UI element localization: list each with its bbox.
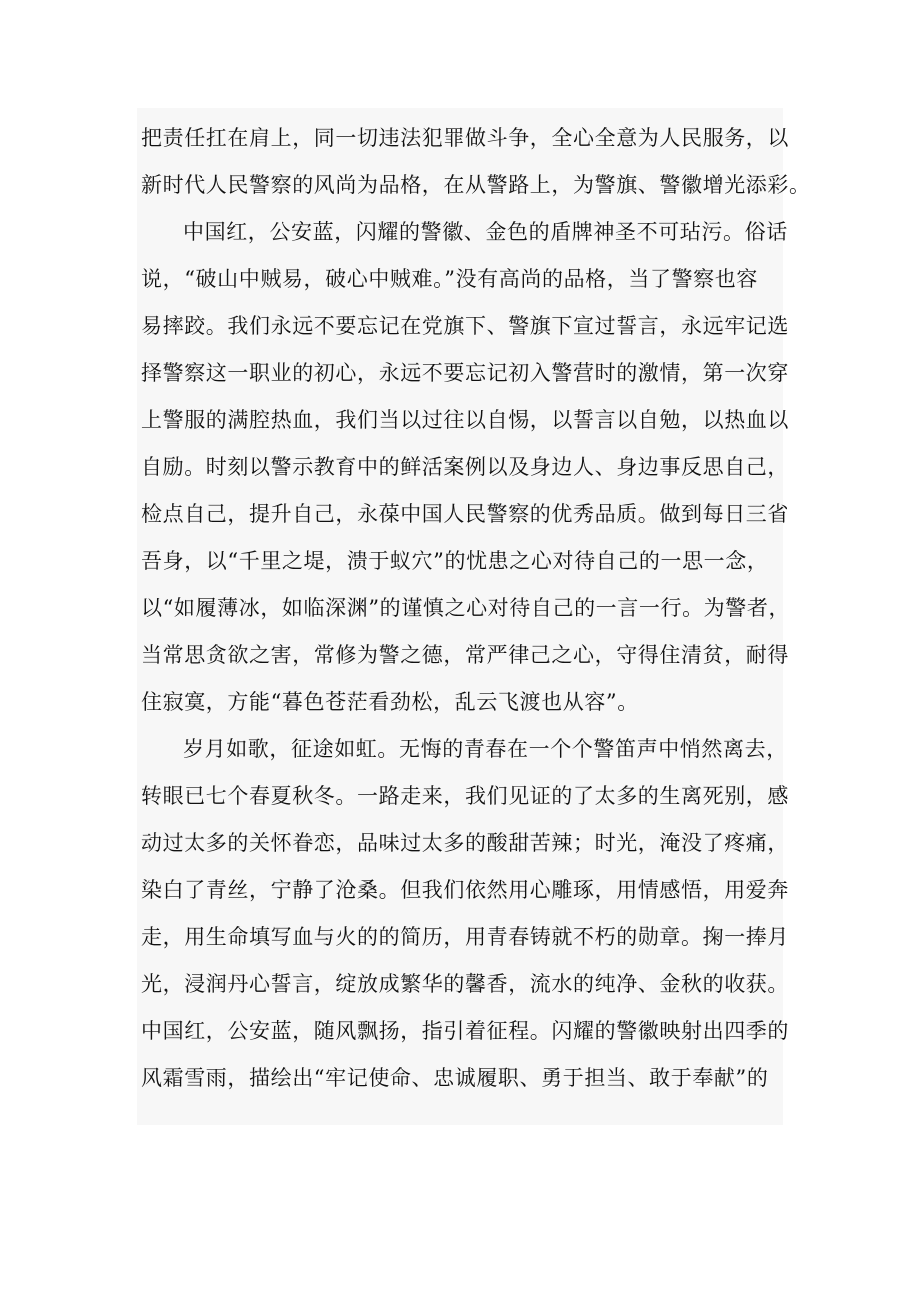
text-line: 上警服的满腔热血，我们当以过往以自惕，以誓言以自勉，以热血以 <box>141 408 789 432</box>
text-line: 中国红，公安蓝，随风飘扬，指引着征程。闪耀的警徽映射出四季的 <box>141 1019 789 1043</box>
paragraph-start-line: 岁月如歌，征途如虹。无悔的青春在一个个警笛声中悄然离去， <box>183 737 788 761</box>
text-line: 以“如履薄冰，如临深渊”的谨慎之心对待自己的一言一行。为警者， <box>141 596 791 620</box>
text-line: 检点自己，提升自己，永葆中国人民警察的优秀品质。做到每日三省 <box>141 502 789 526</box>
body-text <box>137 108 811 1125</box>
text-line: 把责任扛在肩上，同一切违法犯罪做斗争，全心全意为人民服务，以 <box>141 126 789 150</box>
text-line: 说，“破山中贼易，破心中贼难。”没有高尚的品格，当了警察也容 <box>141 267 758 291</box>
text-line: 光，浸润丹心誓言，绽放成繁华的馨香，流水的纯净、金秋的收获。 <box>141 972 789 996</box>
text-line: 择警察这一职业的初心，永远不要忘记初入警营时的激情，第一次穿 <box>141 361 789 385</box>
text-line: 吾身，以“千里之堤，溃于蚁穴”的忧患之心对待自己的一思一念， <box>141 549 769 573</box>
text-line: 动过太多的关怀眷恋，品味过太多的酸甜苦辣；时光，淹没了疼痛， <box>141 831 789 855</box>
text-line: 易摔跤。我们永远不要忘记在党旗下、警旗下宣过誓言，永远牢记选 <box>141 314 789 338</box>
text-line: 染白了青丝，宁静了沧桑。但我们依然用心雕琢，用情感悟，用爱奔 <box>141 878 789 902</box>
text-line: 转眼已七个春夏秋冬。一路走来，我们见证的了太多的生离死别，感 <box>141 784 789 808</box>
paragraph-start-line: 中国红，公安蓝，闪耀的警徽、金色的盾牌神圣不可玷污。俗话 <box>183 220 788 244</box>
text-line: 风霜雪雨，描绘出“牢记使命、忠诚履职、勇于担当、敢于奉献”的 <box>141 1066 769 1090</box>
text-line: 当常思贪欲之害，常修为警之德，常严律己之心，守得住清贫，耐得 <box>141 643 789 667</box>
text-line: 自励。时刻以警示教育中的鲜活案例以及身边人、身边事反思自己， <box>141 455 789 479</box>
text-line: 住寂寞，方能“暮色苍茫看劲松，乱云飞渡也从容”。 <box>141 690 639 714</box>
text-line: 新时代人民警察的风尚为品格，在从警路上，为警旗、警徽增光添彩。 <box>141 173 811 197</box>
text-line: 走，用生命填写血与火的的简历，用青春铸就不朽的勋章。掬一捧月 <box>141 925 789 949</box>
